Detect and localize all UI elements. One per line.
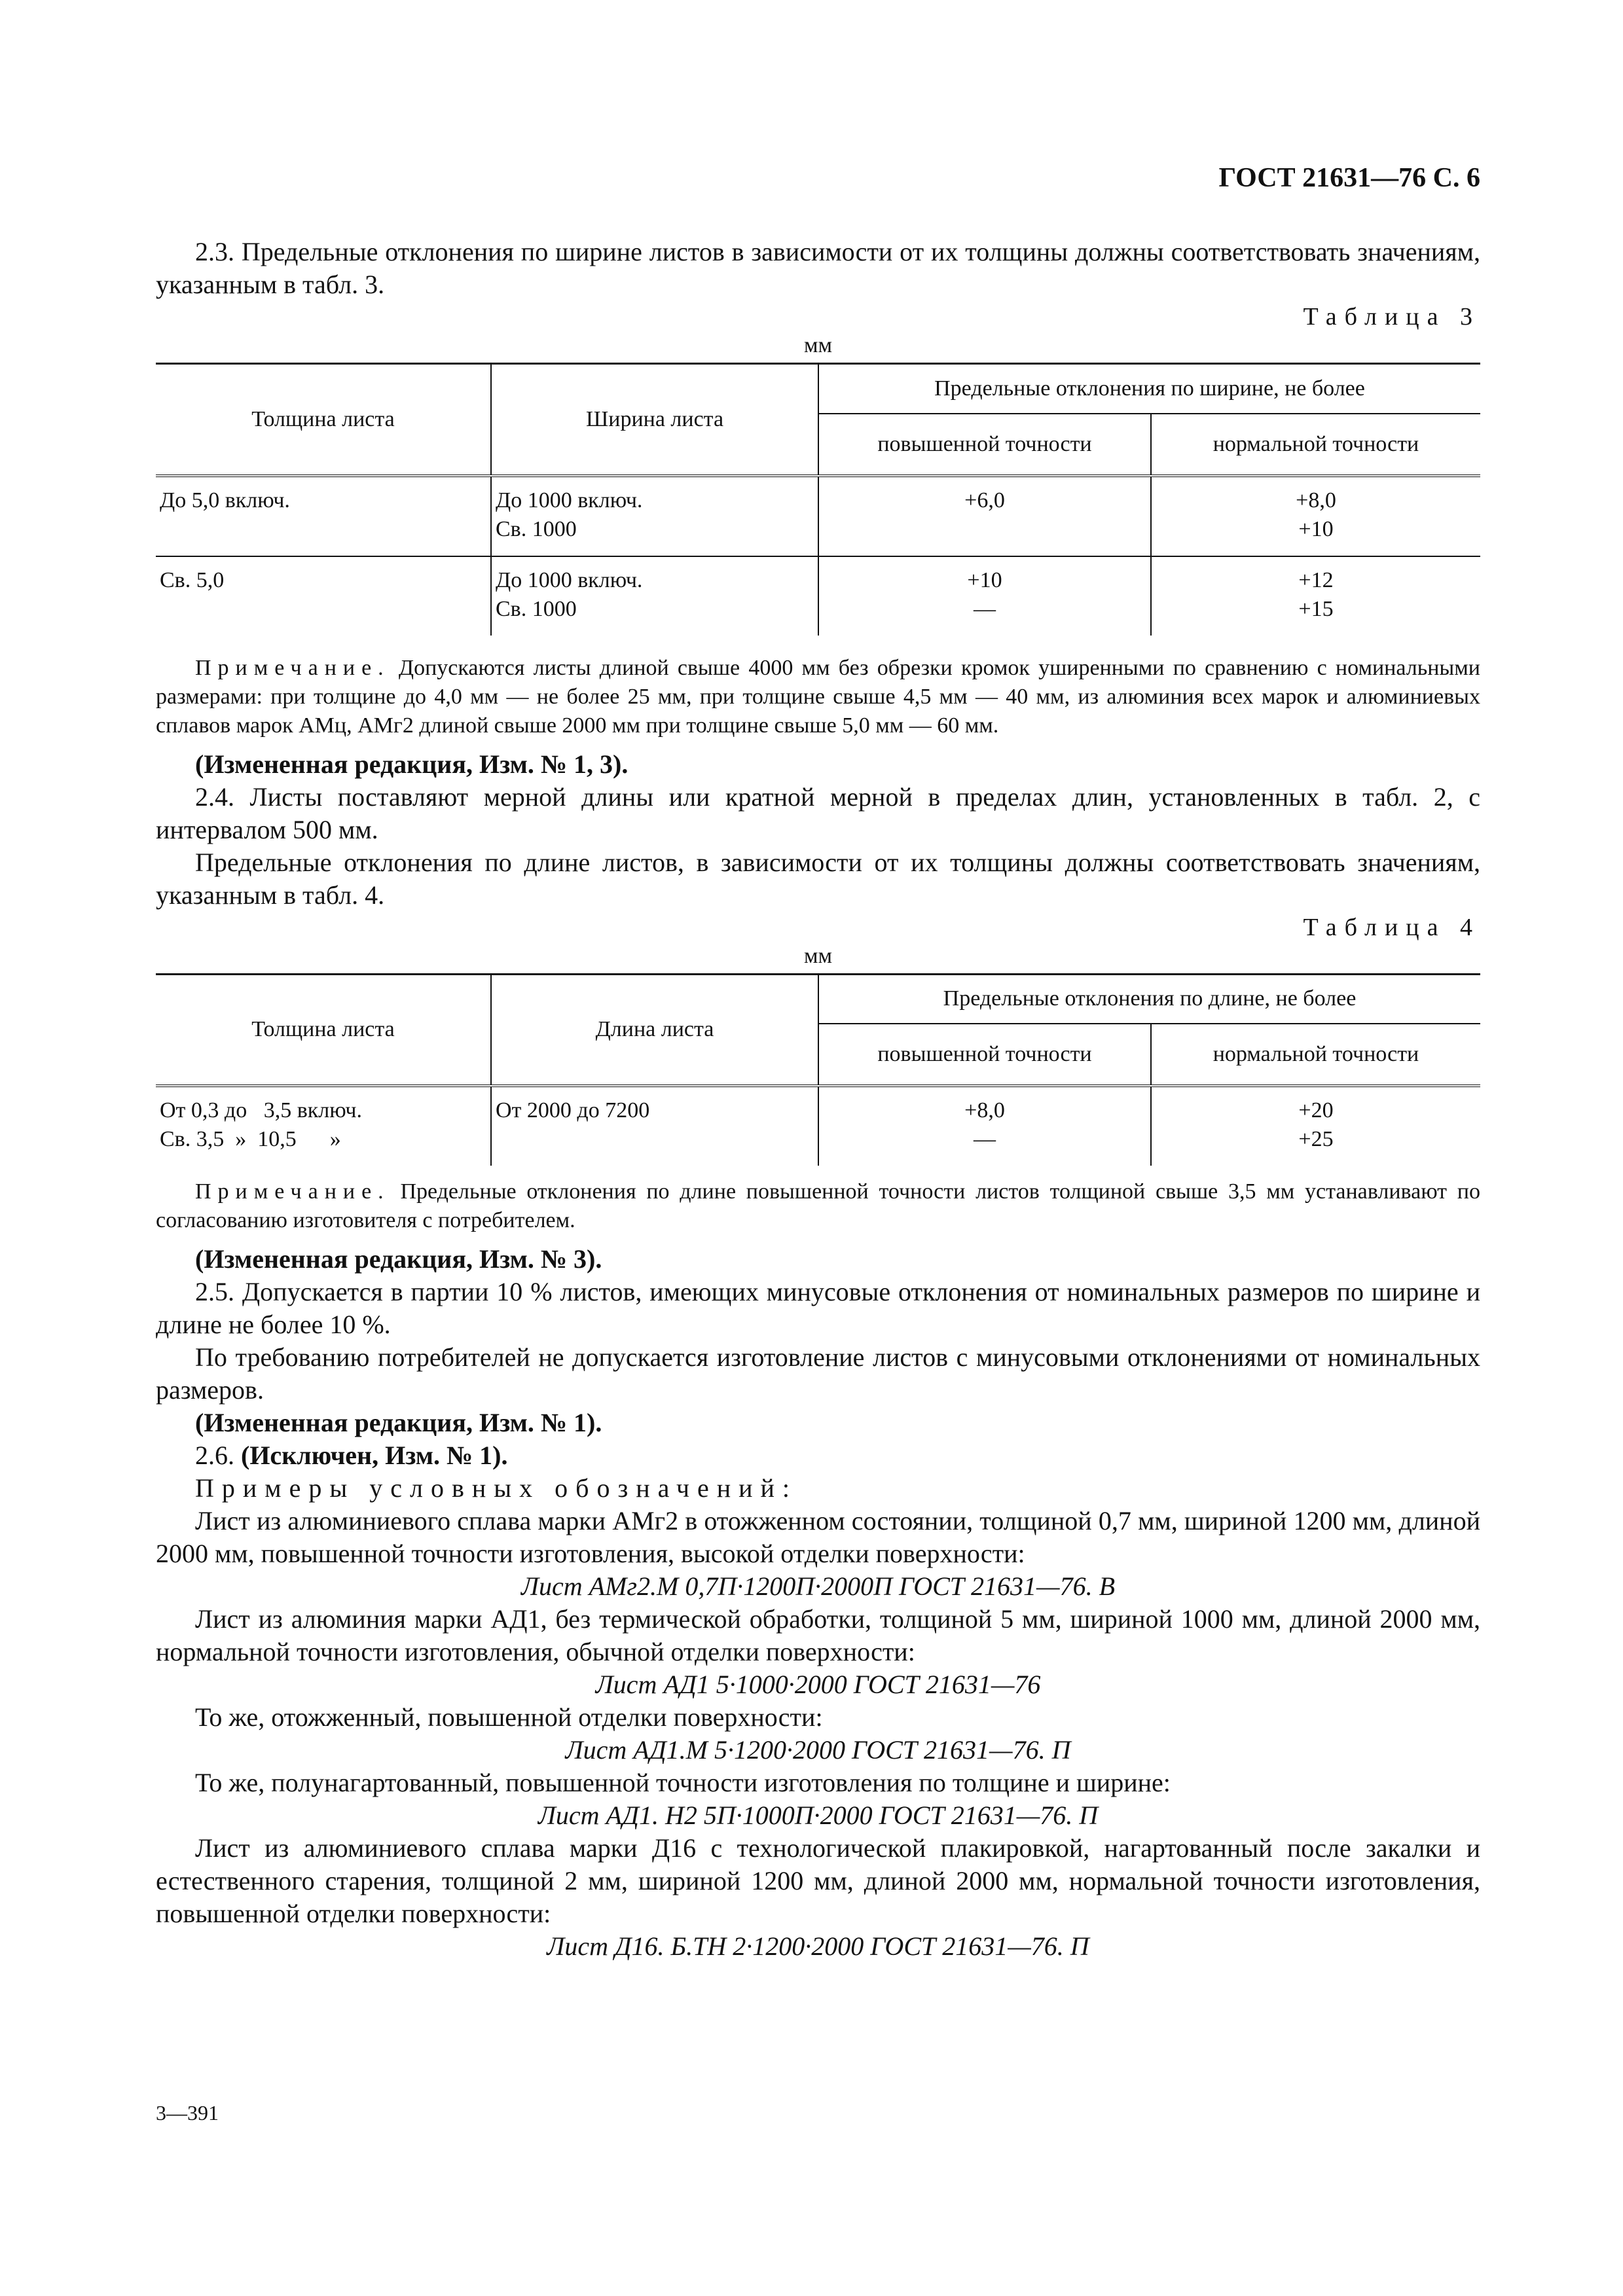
table-3 — [156, 363, 1480, 636]
table4-col-thickness: Толщина листа — [156, 974, 491, 1086]
example-designation: Лист Д16. Б.ТН 2·1200·2000 ГОСТ 21631—76. П — [547, 1931, 1089, 1961]
table4-caption: Таблица 4 — [1303, 913, 1480, 941]
table-row — [156, 556, 1480, 636]
table3-col-group: Предельные отклонения по ширине, не более — [818, 364, 1480, 414]
paragraph-2-5: 2.5. Допускается в партии 10 % листов, имеющих минусовые отклонения от номинальных размеров по ширине и длине не более 10 %. — [156, 1277, 1480, 1339]
table4-cell: От 2000 до 7200 — [496, 1098, 650, 1122]
paragraph-2-6 — [156, 1439, 1480, 1472]
example-text: Лист из алюминия марки АД1, без термической обработки, толщиной 5 мм, шириной 1000 мм, длиной 2000 мм, нормальной точности изготовления, обычной отделки поверхности: — [156, 1604, 1480, 1666]
example-designation: Лист АД1.М 5·1200·2000 ГОСТ 21631—76. П — [565, 1735, 1071, 1765]
page-header: ГОСТ 21631—76 С. 6 — [1218, 163, 1480, 193]
table3-cell: Св. 1000 — [496, 596, 577, 621]
revision-note: (Измененная редакция, Изм. № 1, 3). — [195, 749, 629, 779]
example-designation: Лист АД1. Н2 5П·1000П·2000 ГОСТ 21631—76. П — [538, 1801, 1099, 1830]
table3-caption: Таблица 3 — [1303, 303, 1480, 331]
table3-cell: Св. 5,0 — [160, 567, 225, 592]
example-designation: Лист АД1 5·1000·2000 ГОСТ 21631—76 — [595, 1670, 1041, 1699]
page-content — [156, 236, 1480, 1963]
table-row — [156, 1086, 1480, 1166]
table4-sub-increased: повышенной точности — [818, 1024, 1151, 1086]
examples-heading: Примеры условных обозначений: — [195, 1473, 798, 1503]
table3-col-width: Ширина листа — [491, 364, 818, 476]
example-text: Лист из алюминиевого сплава марки Д16 с технологической плакировкой, нагартованный после закалки и естественного старения, толщиной 2 мм, шириной 1200 мм, длиной 2000 мм, нормальной точности изготовления, повышенной отделки поверхности: — [156, 1833, 1480, 1928]
table3-cell: +8,0 — [1296, 488, 1336, 512]
table-row — [156, 476, 1480, 556]
table3-cell: — — [974, 596, 996, 621]
table3-note — [156, 654, 1480, 740]
table3-cell: До 1000 включ. — [496, 567, 643, 592]
note-text: Предельные отклонения по длине повышенной точности листов толщиной свыше 3,5 мм устанавливают по согласованию изготовителя с потребителем. — [156, 1179, 1480, 1232]
table4-cell: +8,0 — [964, 1098, 1005, 1122]
revision-note: (Измененная редакция, Изм. № 1). — [195, 1408, 602, 1437]
table3-cell: +12 — [1298, 567, 1334, 592]
page-footer: 3—391 — [156, 2101, 219, 2125]
table3-cell: Св. 1000 — [496, 516, 577, 541]
paragraph-2-3: 2.3. Предельные отклонения по ширине листов в зависимости от их толщины должны соответствовать значениям, указанным в табл. 3. — [156, 237, 1480, 299]
table3-cell: +15 — [1298, 596, 1334, 621]
table4-sub-normal: нормальной точности — [1151, 1024, 1480, 1086]
table3-sub-increased: повышенной точности — [818, 414, 1151, 476]
table-4 — [156, 973, 1480, 1166]
clause-excluded: (Исключен, Изм. № 1). — [241, 1441, 508, 1470]
table4-note — [156, 1177, 1480, 1235]
example-text: Лист из алюминиевого сплава марки АМг2 в отожженном состоянии, толщиной 0,7 мм, шириной 1200 мм, длиной 2000 мм, повышенной точности изготовления, высокой отделки поверхности: — [156, 1506, 1480, 1568]
table3-cell: До 5,0 включ. — [160, 488, 290, 512]
table4-col-length: Длина листа — [491, 974, 818, 1086]
paragraph-2-4: 2.4. Листы поставляют мерной длины или кратной мерной в пределах длин, установленных в табл. 2, с интервалом 500 мм. — [156, 781, 1480, 844]
table3-unit: мм — [803, 333, 833, 357]
example-text: То же, отожженный, повышенной отделки поверхности: — [195, 1702, 823, 1732]
table4-cell: — — [974, 1127, 996, 1151]
table4-cell: От 0,3 до 3,5 включ. — [160, 1098, 362, 1122]
table3-cell: +10 — [1298, 516, 1334, 541]
table3-cell: +10 — [967, 567, 1002, 592]
note-text: Допускаются листы длиной свыше 4000 мм без обрезки кромок уширенными по сравнению с номинальными размерами: при толщине до 4,0 мм — не более 25 мм, при толщине свыше 4,5 мм — 40 мм, из алюминия всех марок и алюминиевых сплавов марок АМц, АМг2 длиной свыше 2000 мм при толщине свыше 5,0 мм — 60 мм. — [156, 655, 1480, 738]
note-label: Примечание. — [195, 655, 390, 680]
clause-number: 2.6. — [195, 1441, 241, 1470]
table4-cell: Св. 3,5 » 10,5 » — [160, 1127, 341, 1151]
table3-cell: До 1000 включ. — [496, 488, 643, 512]
paragraph-2-4-b: Предельные отклонения по длине листов, в зависимости от их толщины должны соответствовать значениям, указанным в табл. 4. — [156, 847, 1480, 910]
revision-note: (Измененная редакция, Изм. № 3). — [195, 1244, 602, 1274]
table3-sub-normal: нормальной точности — [1151, 414, 1480, 476]
table4-col-group: Предельные отклонения по длине, не более — [818, 974, 1480, 1024]
paragraph-2-5-b: По требованию потребителей не допускается изготовление листов с минусовыми отклонениями от номинальных размеров. — [156, 1342, 1480, 1405]
example-designation: Лист АМг2.М 0,7П·1200П·2000П ГОСТ 21631—76. В — [520, 1571, 1116, 1601]
table3-col-thickness: Толщина листа — [156, 364, 491, 476]
table4-cell: +20 — [1298, 1098, 1334, 1122]
example-text: То же, полунагартованный, повышенной точности изготовления по толщине и ширине: — [195, 1768, 1171, 1797]
note-label: Примечание. — [195, 1179, 390, 1204]
table4-unit: мм — [803, 943, 833, 968]
table3-cell: +6,0 — [964, 488, 1005, 512]
table4-cell: +25 — [1298, 1127, 1334, 1151]
